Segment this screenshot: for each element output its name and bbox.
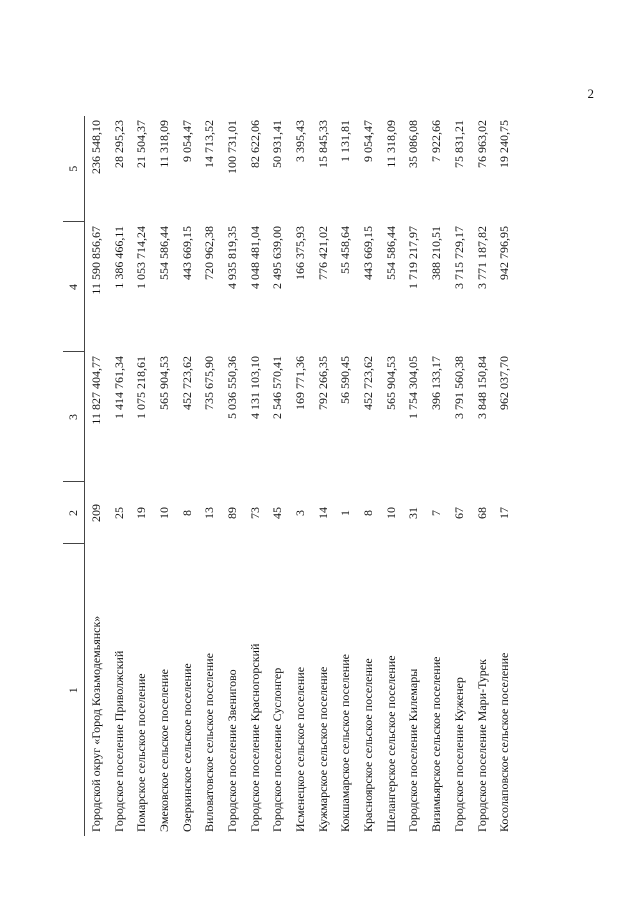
value-3-cell: 1 754 304,05	[406, 356, 421, 419]
value-4-cell: 388 210,51	[429, 226, 444, 280]
value-4-cell: 1 719 217,97	[406, 226, 421, 289]
page-number: 2	[587, 86, 594, 101]
header-col-5: 5	[63, 116, 85, 222]
value-5-cell: 75 831,21	[451, 120, 466, 168]
municipality-name-cell: Городское поселение Куженер	[451, 677, 466, 832]
value-5-cell: 9 054,47	[179, 120, 194, 162]
count-cell: 45	[270, 507, 285, 519]
municipality-name-cell: Городское поселение Приволжский	[111, 650, 126, 832]
value-5-cell: 11 318,09	[383, 120, 398, 168]
count-cell: 8	[179, 510, 194, 516]
table-row	[289, 116, 312, 836]
value-5-cell: 11 318,09	[156, 120, 171, 168]
value-3-cell: 735 675,90	[202, 356, 217, 410]
count-cell: 7	[429, 510, 444, 516]
allocation-table	[63, 116, 516, 836]
value-3-cell: 3 848 150,84	[474, 356, 489, 419]
value-5-cell: 35 086,08	[406, 120, 421, 168]
municipality-name-cell: Городское поселение Килемары	[406, 668, 421, 832]
value-3-cell: 11 827 404,77	[88, 356, 103, 425]
municipality-name-cell: Городской округ «Город Козьмодемьянск»	[88, 615, 103, 832]
municipality-name-cell: Кокшамарское сельское поселение	[338, 654, 353, 832]
value-3-cell: 4 131 103,10	[247, 356, 262, 419]
value-5-cell: 82 622,06	[247, 120, 262, 168]
value-4-cell: 554 586,44	[383, 226, 398, 280]
value-5-cell: 9 054,47	[361, 120, 376, 162]
count-cell: 68	[474, 507, 489, 519]
value-5-cell: 7 922,66	[429, 120, 444, 162]
table-row	[108, 116, 131, 836]
header-col-2: 2	[63, 482, 85, 544]
value-4-cell: 3 771 187,82	[474, 226, 489, 289]
table-row	[448, 116, 471, 836]
table-row	[493, 116, 516, 836]
count-cell: 17	[497, 507, 512, 519]
count-cell: 8	[361, 510, 376, 516]
municipality-name-cell: Озеркинское сельское поселение	[179, 663, 194, 832]
value-4-cell: 3 715 729,17	[451, 226, 466, 289]
municipality-name-cell: Исменецкое сельское поселение	[293, 666, 308, 832]
table-row	[244, 116, 267, 836]
count-cell: 89	[224, 507, 239, 519]
value-5-cell: 76 963,02	[474, 120, 489, 168]
count-cell: 31	[406, 507, 421, 519]
municipality-name-cell: Городское поселение Звенигово	[224, 669, 239, 832]
table-row	[153, 116, 176, 836]
value-3-cell: 169 771,36	[293, 356, 308, 410]
table-row	[335, 116, 358, 836]
municipality-name-cell: Помарское сельское поселение	[134, 673, 149, 832]
count-cell: 73	[247, 507, 262, 519]
count-cell: 209	[88, 504, 103, 522]
value-5-cell: 236 548,10	[88, 120, 103, 174]
count-cell: 67	[451, 507, 466, 519]
value-3-cell: 56 590,45	[338, 356, 353, 404]
value-3-cell: 3 791 560,38	[451, 356, 466, 419]
count-cell: 3	[293, 510, 308, 516]
table-row	[221, 116, 244, 836]
municipality-name-cell: Кужмарское сельское поселение	[315, 666, 330, 832]
municipality-name-cell: Городское поселение Мари-Турек	[474, 659, 489, 832]
municipality-name-cell: Красноярское сельское поселение	[361, 658, 376, 832]
value-3-cell: 962 037,70	[497, 356, 512, 410]
header-col-4: 4	[63, 222, 85, 352]
value-4-cell: 443 669,15	[179, 226, 194, 280]
value-3-cell: 792 266,35	[315, 356, 330, 410]
value-3-cell: 396 133,17	[429, 356, 444, 410]
value-4-cell: 720 962,38	[202, 226, 217, 280]
municipality-name-cell: Городское поселение Красногорский	[247, 643, 262, 832]
table-row	[425, 116, 448, 836]
value-4-cell: 55 458,64	[338, 226, 353, 274]
count-cell: 14	[315, 507, 330, 519]
table-row	[312, 116, 335, 836]
value-5-cell: 1 131,81	[338, 120, 353, 162]
municipality-name-cell: Шелангерское сельское поселение	[383, 655, 398, 832]
value-3-cell: 1 075 218,61	[134, 356, 149, 419]
value-4-cell: 4 935 819,35	[224, 226, 239, 289]
value-4-cell: 1 053 714,24	[134, 226, 149, 289]
table-header	[63, 116, 85, 836]
table-row	[403, 116, 426, 836]
table-row	[471, 116, 494, 836]
count-cell: 10	[156, 507, 171, 519]
table-row	[85, 116, 108, 836]
municipality-name-cell: Косолаповское сельское поселение	[497, 652, 512, 832]
header-row	[63, 116, 85, 836]
rotated-table-wrapper	[63, 116, 512, 836]
municipality-name-cell: Городское поселение Суслонгер	[270, 667, 285, 832]
value-4-cell: 942 796,95	[497, 226, 512, 280]
count-cell: 10	[383, 507, 398, 519]
value-3-cell: 2 546 570,41	[270, 356, 285, 419]
value-4-cell: 1 386 466,11	[111, 226, 126, 289]
value-4-cell: 443 669,15	[361, 226, 376, 280]
table-row	[267, 116, 290, 836]
municipality-name-cell: Визимьярское сельское поселение	[429, 656, 444, 832]
value-4-cell: 4 048 481,04	[247, 226, 262, 289]
header-col-3: 3	[63, 352, 85, 482]
value-3-cell: 5 036 550,36	[224, 356, 239, 419]
value-5-cell: 3 395,43	[293, 120, 308, 162]
value-5-cell: 14 713,52	[202, 120, 217, 168]
value-5-cell: 15 845,33	[315, 120, 330, 168]
count-cell: 1	[338, 510, 353, 516]
count-cell: 19	[134, 507, 149, 519]
table-row	[357, 116, 380, 836]
value-5-cell: 50 931,41	[270, 120, 285, 168]
value-3-cell: 452 723,62	[179, 356, 194, 410]
table-row	[198, 116, 221, 836]
value-5-cell: 100 731,01	[224, 120, 239, 174]
value-3-cell: 565 904,53	[383, 356, 398, 410]
value-4-cell: 166 375,93	[293, 226, 308, 280]
value-4-cell: 11 590 856,67	[88, 226, 103, 295]
header-col-1: 1	[63, 544, 85, 836]
municipality-name-cell: Виловатовское сельское поселение	[202, 653, 217, 832]
value-3-cell: 1 414 761,34	[111, 356, 126, 419]
table-body	[85, 116, 517, 836]
count-cell: 25	[111, 507, 126, 519]
value-4-cell: 776 421,02	[315, 226, 330, 280]
value-4-cell: 554 586,44	[156, 226, 171, 280]
value-5-cell: 21 504,37	[134, 120, 149, 168]
municipality-name-cell: Эмековское сельское поселение	[156, 669, 171, 832]
value-3-cell: 565 904,53	[156, 356, 171, 410]
value-3-cell: 452 723,62	[361, 356, 376, 410]
table-row	[130, 116, 153, 836]
value-4-cell: 2 495 639,00	[270, 226, 285, 289]
table-row	[380, 116, 403, 836]
table-row	[176, 116, 199, 836]
value-5-cell: 19 240,75	[497, 120, 512, 168]
count-cell: 13	[202, 507, 217, 519]
value-5-cell: 28 295,23	[111, 120, 126, 168]
